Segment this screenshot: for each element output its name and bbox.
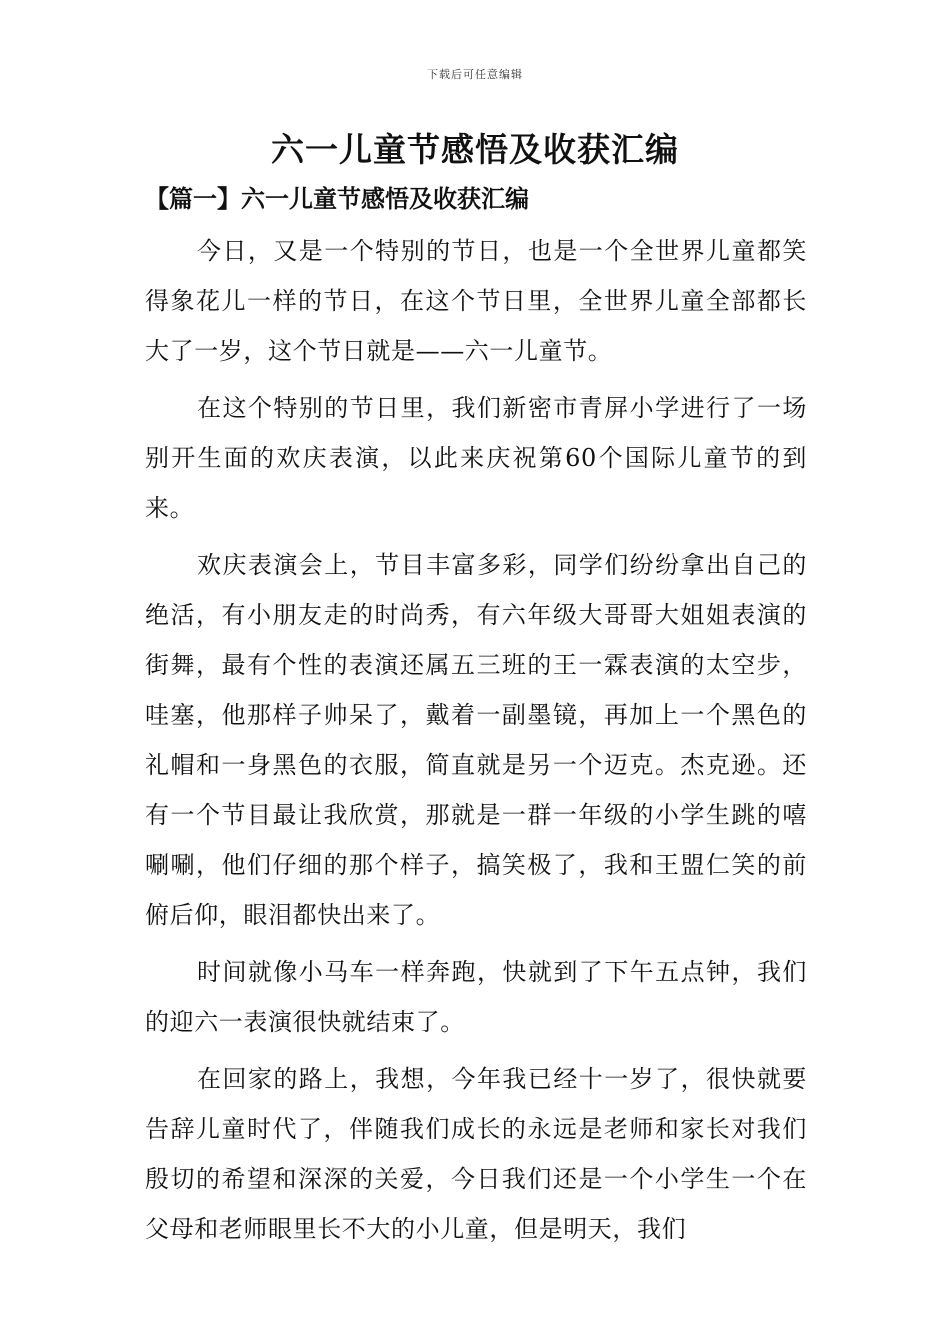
section-heading: 【篇一】六一儿童节感悟及收获汇编 <box>145 184 529 213</box>
paragraph: 时间就像小马车一样奔跑，快就到了下午五点钟，我们的迎六一表演很快就结束了。 <box>145 958 807 1036</box>
paragraph: 在这个特别的节日里，我们新密市青屏小学进行了一场别开生面的欢庆表演，以此来庆祝第60个国际儿童节的到来。 <box>145 394 807 522</box>
paragraph: 欢庆表演会上，节目丰富多彩，同学们纷纷拿出自己的绝活，有小朋友走的时尚秀，有六年级大哥哥大姐姐表演的街舞，最有个性的表演还属五三班的王一霖表演的太空步，哇塞，他那样子帅呆了，戴着一副墨镜，再加上一个黑色的礼帽和一身黑色的衣服，简直就是另一个迈克。杰克逊。还有一个节目最让我欣赏，那就是一群一年级的小学生跳的嘻唰唰，他们仔细的那个样子，搞笑极了，我和王盟仁笑的前俯后仰，眼泪都快出来了。 <box>145 551 807 929</box>
document-title: 六一儿童节感悟及收获汇编 <box>271 130 679 169</box>
paragraph: 今日，又是一个特别的节日，也是一个全世界儿童都笑得象花儿一样的节日，在这个节日里，全世界儿童全部都长大了一岁，这个节日就是——六一儿童节。 <box>145 237 807 365</box>
document-body <box>145 226 807 1261</box>
paragraph: 在回家的路上，我想，今年我已经十一岁了，很快就要告辞儿童时代了，伴随我们成长的永远是老师和家长对我们殷切的希望和深深的关爱，今日我们还是一个小学生一个在父母和老师眼里长不大的小儿童，但是明天，我们 <box>145 1065 807 1243</box>
header-note: 下载后可任意编辑 <box>427 68 523 81</box>
